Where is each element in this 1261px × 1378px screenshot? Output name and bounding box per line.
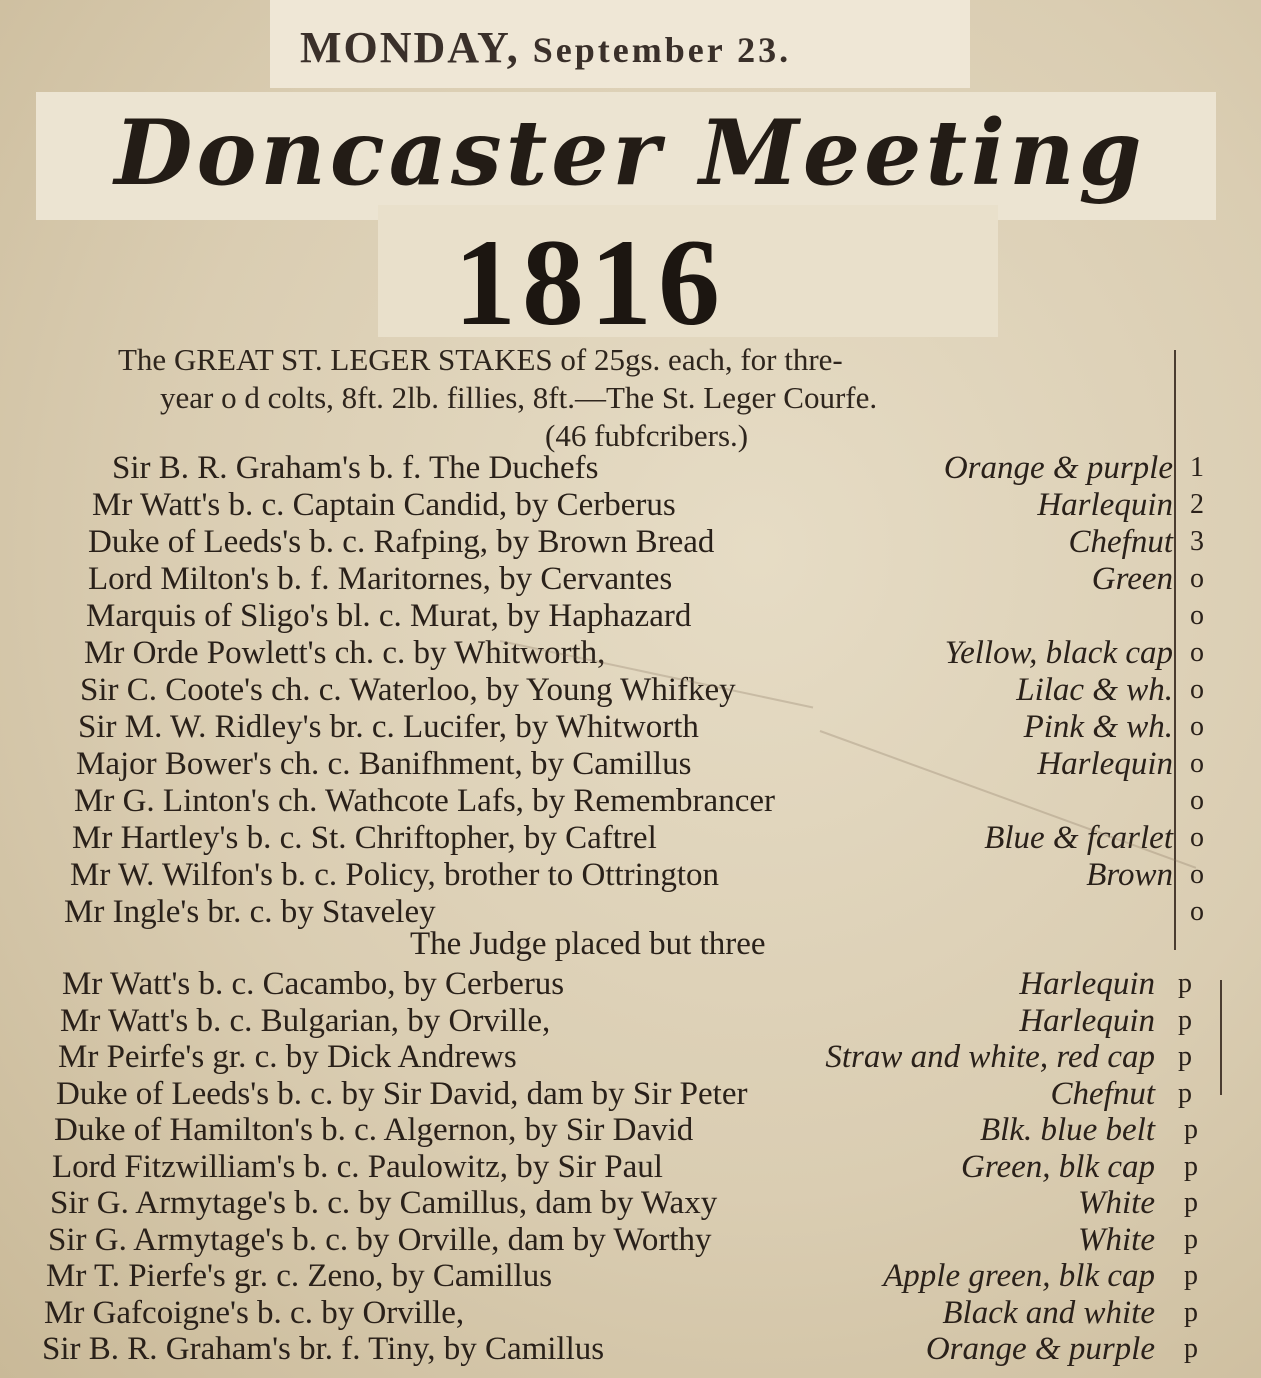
racing-colors: Apple green, blk cap: [883, 1258, 1155, 1294]
runner-name: Sir G. Armytage's b. c. by Camillus, dam by Waxy: [50, 1185, 718, 1221]
finishing-place: o: [1190, 822, 1204, 853]
finishing-place: o: [1190, 674, 1204, 705]
finishing-place: o: [1190, 637, 1204, 668]
year-heading: 1816: [454, 214, 726, 351]
runner-name: Mr Gafcoigne's b. c. by Orville,: [44, 1294, 465, 1331]
finishing-place: o: [1190, 563, 1204, 594]
runner-name: Mr Orde Powlett's ch. c. by Whitworth,: [84, 635, 606, 671]
runner-entry: [0, 709, 1261, 749]
runner-entry: [0, 1112, 1261, 1152]
finishing-place: p: [1178, 1004, 1192, 1036]
runner-name: Sir C. Coote's ch. c. Waterloo, by Young Whifkey: [80, 672, 736, 708]
runner-entry: [0, 1331, 1261, 1371]
runner-entry: [0, 1039, 1261, 1079]
racing-colors: Orange & purple: [943, 450, 1173, 486]
finishing-place: p: [1178, 1041, 1192, 1072]
runner-name: Sir G. Armytage's b. c. by Orville, dam by Worthy: [48, 1221, 712, 1258]
finishing-place: o: [1190, 785, 1204, 816]
finishing-place: p: [1184, 1150, 1198, 1182]
runner-name: Major Bower's ch. c. Banifhment, by Camillus: [76, 746, 692, 782]
runner-entry: [0, 672, 1261, 712]
runner-name: Mr Watt's b. c. Bulgarian, by Orville,: [60, 1002, 551, 1039]
runner-name: Marquis of Sligo's bl. c. Murat, by Haphazard: [86, 598, 692, 634]
runner-entry: [0, 820, 1261, 860]
runner-entry: [0, 524, 1261, 564]
runner-entry: [0, 598, 1261, 638]
finishing-place: p: [1178, 1077, 1192, 1109]
racing-colors: Yellow, black cap: [944, 635, 1173, 671]
runner-name: Lord Milton's b. f. Maritornes, by Cervantes: [88, 561, 673, 597]
finishing-place: p: [1184, 1114, 1198, 1145]
runner-name: Sir B. R. Graham's br. f. Tiny, by Camillus: [42, 1331, 605, 1367]
runner-name: Duke of Leeds's b. c. by Sir David, dam by Sir Peter: [56, 1075, 748, 1112]
finishing-place: o: [1190, 600, 1204, 631]
runner-entry: [0, 1003, 1261, 1043]
date-line: [300, 22, 960, 73]
race-intro-line-2: year o d colts, 8ft. 2lb. fillies, 8ft.—The St. Leger Courfe.: [160, 380, 878, 415]
racing-colors: Blk. blue belt: [979, 1112, 1155, 1148]
runner-name: Sir B. R. Graham's b. f. The Duchefs: [112, 450, 599, 486]
runner-name: Sir M. W. Ridley's br. c. Lucifer, by Whitworth: [78, 709, 699, 745]
finishing-place: p: [1184, 1296, 1198, 1328]
finishing-place: o: [1190, 748, 1204, 779]
racing-colors: Chefnut: [1050, 1075, 1155, 1112]
runner-entry: [0, 1076, 1261, 1116]
runner-entry: [0, 1222, 1261, 1262]
finishing-place: 3: [1190, 526, 1204, 557]
runner-name: Mr Ingle's br. c. by Staveley: [64, 894, 436, 930]
racing-colors: Blue & fcarlet: [984, 820, 1173, 856]
racing-colors: Straw and white, red cap: [825, 1039, 1155, 1075]
racing-colors: Brown: [1086, 857, 1173, 893]
racing-colors: Harlequin: [1019, 1002, 1155, 1039]
finishing-place: p: [1184, 1333, 1198, 1364]
runner-name: Duke of Leeds's b. c. Rafping, by Brown Bread: [88, 524, 715, 560]
runner-entry: [0, 450, 1261, 490]
runner-entry: [0, 1258, 1261, 1298]
runner-name: Lord Fitzwilliam's b. c. Paulowitz, by Sir Paul: [52, 1148, 663, 1185]
runner-entry: [0, 561, 1261, 601]
runner-entry: [0, 783, 1261, 823]
runner-entry: [0, 1185, 1261, 1225]
day-label: MONDAY,: [300, 23, 520, 72]
racing-colors: Green: [1091, 561, 1173, 597]
runner-name: Mr W. Wilfon's b. c. Policy, brother to Ottrington: [70, 857, 719, 893]
runner-entry: [0, 487, 1261, 527]
runner-name: Mr Watt's b. c. Captain Candid, by Cerberus: [92, 487, 676, 523]
racing-colors: White: [1078, 1221, 1155, 1258]
racing-colors: Lilac & wh.: [1016, 672, 1173, 708]
racing-colors: Pink & wh.: [1023, 709, 1173, 745]
finishing-place: o: [1190, 711, 1204, 742]
runner-entry: [0, 746, 1261, 786]
runner-name: Duke of Hamilton's b. c. Algernon, by Sir David: [54, 1112, 694, 1148]
racing-colors: White: [1078, 1185, 1155, 1221]
runner-entry: [0, 966, 1261, 1006]
runner-name: Mr G. Linton's ch. Wathcote Lafs, by Remembrancer: [74, 783, 775, 819]
finishing-place: 2: [1190, 489, 1204, 520]
finishing-place: 1: [1190, 452, 1204, 483]
runner-entry: [0, 1295, 1261, 1335]
runner-name: Mr Hartley's b. c. St. Chriftopher, by Caftrel: [72, 820, 657, 856]
racing-colors: Harlequin: [1037, 487, 1173, 523]
finishing-place: p: [1184, 1260, 1198, 1291]
racing-colors: Black and white: [942, 1294, 1155, 1331]
date-label: September 23.: [532, 30, 792, 70]
headline: Doncaster Meeting: [114, 100, 1146, 206]
subscribers-note: (46 fubfcribers.): [545, 418, 749, 453]
racing-colors: Harlequin: [1019, 966, 1155, 1002]
race-intro-line-1: The GREAT ST. LEGER STAKES of 25gs. each, for thre-: [118, 342, 843, 377]
judge-note: The Judge placed but three: [410, 926, 766, 962]
finishing-place: p: [1178, 968, 1192, 999]
runner-name: Mr T. Pierfe's gr. c. Zeno, by Camillus: [46, 1258, 553, 1294]
runner-entry: [0, 857, 1261, 897]
racing-colors: Green, blk cap: [961, 1148, 1155, 1185]
finishing-place: p: [1184, 1187, 1198, 1218]
finishing-place: p: [1184, 1223, 1198, 1255]
runner-entry: [0, 1149, 1261, 1189]
finishing-place: o: [1190, 859, 1204, 890]
racing-colors: Harlequin: [1037, 746, 1173, 782]
finishing-place: o: [1190, 896, 1204, 927]
racing-colors: Orange & purple: [925, 1331, 1155, 1367]
runner-name: Mr Watt's b. c. Cacambo, by Cerberus: [62, 966, 565, 1002]
racing-colors: Chefnut: [1068, 524, 1173, 560]
runner-name: Mr Peirfe's gr. c. by Dick Andrews: [58, 1039, 517, 1075]
